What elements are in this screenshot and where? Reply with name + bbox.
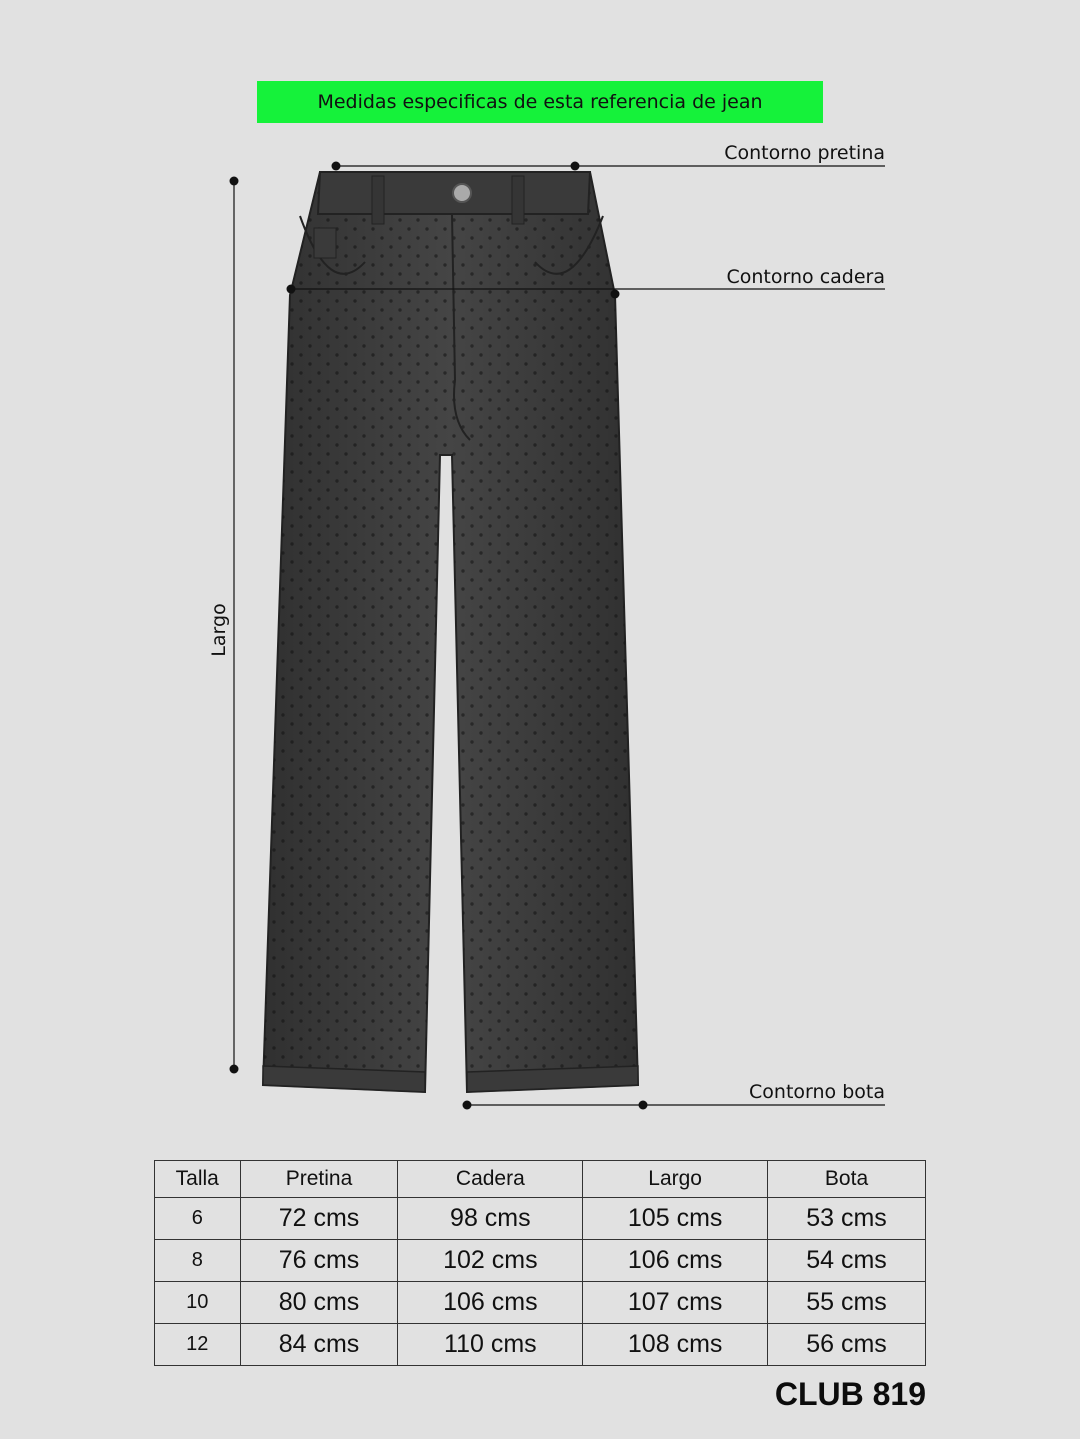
table-row bbox=[155, 1282, 926, 1324]
cell-cadera: 98 cms bbox=[398, 1198, 583, 1240]
cell-pretina: 80 cms bbox=[240, 1282, 398, 1324]
waist-label: Contorno pretina bbox=[724, 142, 885, 164]
header-talla: Talla bbox=[155, 1161, 241, 1198]
button-rivet bbox=[453, 184, 471, 202]
cell-pretina: 84 cms bbox=[240, 1324, 398, 1366]
table-row bbox=[155, 1324, 926, 1366]
hip-label: Contorno cadera bbox=[726, 266, 885, 288]
cell-cadera: 110 cms bbox=[398, 1324, 583, 1366]
hem-label: Contorno bota bbox=[749, 1081, 885, 1103]
size-table bbox=[154, 1160, 926, 1366]
table-header-row bbox=[155, 1161, 926, 1198]
cell-largo: 105 cms bbox=[583, 1198, 768, 1240]
cell-largo: 106 cms bbox=[583, 1240, 768, 1282]
table-row bbox=[155, 1240, 926, 1282]
header-cadera: Cadera bbox=[398, 1161, 583, 1198]
cell-bota: 55 cms bbox=[768, 1282, 926, 1324]
cell-cadera: 106 cms bbox=[398, 1282, 583, 1324]
cell-pretina: 72 cms bbox=[240, 1198, 398, 1240]
table-row bbox=[155, 1198, 926, 1240]
cell-cadera: 102 cms bbox=[398, 1240, 583, 1282]
cell-largo: 108 cms bbox=[583, 1324, 768, 1366]
header-largo: Largo bbox=[583, 1161, 768, 1198]
cell-bota: 54 cms bbox=[768, 1240, 926, 1282]
banner-title: Medidas especificas de esta referencia de jean bbox=[317, 91, 763, 113]
cell-largo: 107 cms bbox=[583, 1282, 768, 1324]
cell-bota: 56 cms bbox=[768, 1324, 926, 1366]
cell-bota: 53 cms bbox=[768, 1198, 926, 1240]
brand-logo: CLUB 819 bbox=[774, 1376, 926, 1412]
jeans-image bbox=[263, 172, 638, 1092]
cell-talla: 10 bbox=[155, 1282, 241, 1324]
header-pretina: Pretina bbox=[240, 1161, 398, 1198]
cell-talla: 8 bbox=[155, 1240, 241, 1282]
cell-pretina: 76 cms bbox=[240, 1240, 398, 1282]
cell-talla: 12 bbox=[155, 1324, 241, 1366]
length-label: Largo bbox=[208, 603, 230, 657]
cell-talla: 6 bbox=[155, 1198, 241, 1240]
header-bota: Bota bbox=[768, 1161, 926, 1198]
